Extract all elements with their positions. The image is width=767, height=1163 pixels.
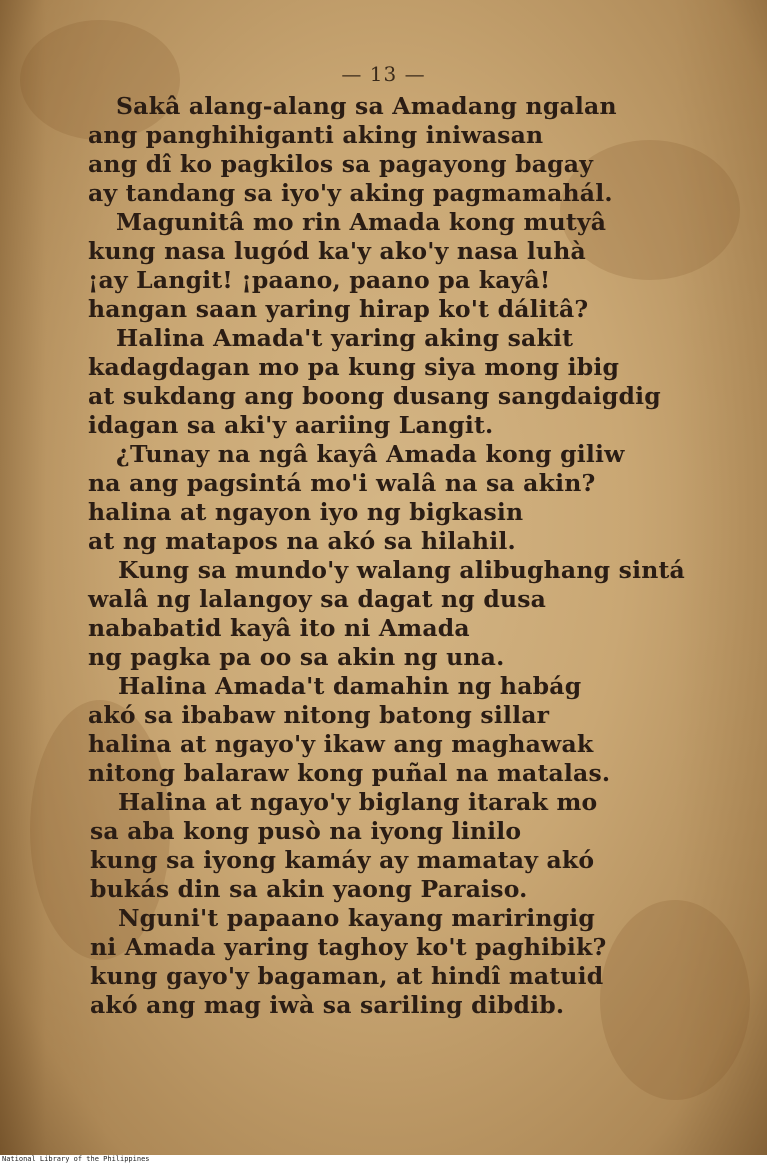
poem-line: Halina at ngayo'y biglang itarak mo	[118, 788, 598, 816]
poem-line: idagan sa aki'y aariing Langit.	[88, 411, 494, 439]
paper-stain	[600, 900, 750, 1100]
poem-line: akó ang mag iwà sa sariling dibdib.	[90, 991, 565, 1019]
poem-line: ¿Tunay na ngâ kayâ Amada kong giliw	[116, 440, 625, 468]
library-credit: National Library of the Philippines	[2, 1155, 150, 1163]
poem-line: Nguni't papaano kayang mariringig	[118, 904, 596, 932]
poem-line: sa aba kong pusò na iyong linilo	[90, 817, 522, 845]
poem-line: ni Amada yaring taghoy ko't paghibik?	[90, 933, 607, 961]
poem-line: hangan saan yaring hirap ko't dálitâ?	[88, 295, 589, 323]
poem-line: ang dî ko pagkilos sa pagayong bagay	[88, 150, 594, 178]
poem-line: Sakâ alang-alang sa Amadang ngalan	[116, 92, 617, 120]
poem-line: nababatid kayâ ito ni Amada	[88, 614, 470, 642]
poem-line: na ang pagsintá mo'i walâ na sa akin?	[88, 469, 596, 497]
page-number: — 13 —	[341, 62, 426, 86]
poem-line: kung gayo'y bagaman, at hindî matuid	[90, 962, 604, 990]
poem-line: at ng matapos na akó sa hilahil.	[88, 527, 516, 555]
poem-line: kung nasa lugód ka'y ako'y nasa luhà	[88, 237, 586, 265]
poem-line: kadagdagan mo pa kung siya mong ibig	[88, 353, 620, 381]
poem-line: akó sa ibabaw nitong batong sillar	[88, 701, 550, 729]
poem-line: bukás din sa akin yaong Paraiso.	[90, 875, 528, 903]
poem-line: walâ ng lalangoy sa dagat ng dusa	[88, 585, 547, 613]
poem-line: halina at ngayo'y ikaw ang maghawak	[88, 730, 594, 758]
poem-line: Halina Amada't yaring aking sakit	[116, 324, 574, 352]
poem-line: Kung sa mundo'y walang alibughang sintá	[118, 556, 685, 584]
poem-line: ng pagka pa oo sa akin ng una.	[88, 643, 505, 671]
poem-line: kung sa iyong kamáy ay mamatay akó	[90, 846, 595, 874]
poem-line: ¡ay Langit! ¡paano, paano pa kayâ!	[88, 266, 551, 294]
poem-line: halina at ngayon iyo ng bigkasin	[88, 498, 524, 526]
poem-line: ay tandang sa iyo'y aking pagmamahál.	[88, 179, 613, 207]
poem-line: nitong balaraw kong puñal na matalas.	[88, 759, 611, 787]
poem-line: at sukdang ang boong dusang sangdaigdig	[88, 382, 661, 410]
poem-line: ang panghihiganti aking iniwasan	[88, 121, 544, 149]
poem-line: Halina Amada't damahin ng habág	[118, 672, 582, 700]
poem-line: Magunitâ mo rin Amada kong mutyâ	[116, 208, 607, 236]
